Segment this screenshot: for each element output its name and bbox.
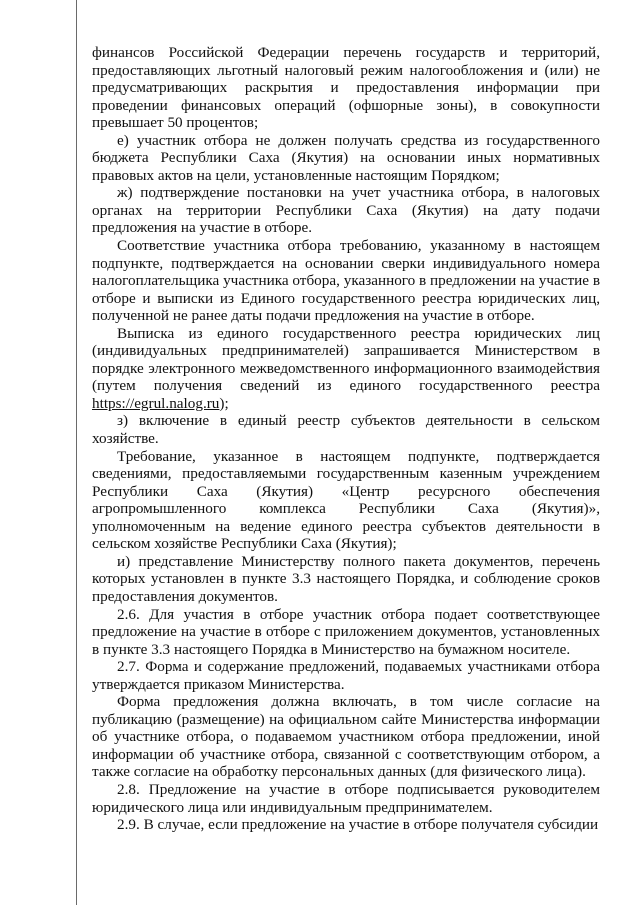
paragraph-clause-2-8: 2.8. Предложение на участие в отборе подписывается руководителем юридического лица или индивидуальным предпринимателем. — [92, 780, 600, 816]
egrul-request-text: Выписка из единого государственного реестра юридических лиц (индивидуальных предпринимателей) запрашивается Министерством в порядке электронного межведомственного информационного взаимодействия (путем получения сведений из единого государственного реестра — [92, 324, 600, 395]
paragraph-item-zh: ж) подтверждение постановки на учет участника отбора, в налоговых органах на территории Республики Саха (Якутия) на дату подачи предложения на участие в отборе. — [92, 184, 600, 237]
paragraph-offshore-continuation: финансов Российской Федерации перечень государств и территорий, предоставляющих льготный налоговый режим налогообложения и (или) не предусматривающих раскрытия и предоставления информации при проведении финансовых операций (офшорные зоны), в совокупности превышает 50 процентов; — [92, 44, 600, 132]
paragraph-item-z: з) включение в единый реестр субъектов деятельности в сельском хозяйстве. — [92, 412, 600, 448]
document-page — [92, 44, 600, 834]
paragraph-item-i: и) представление Министерству полного пакета документов, перечень которых установлен в пункте 3.3 настоящего Порядка, и соблюдение сроков предоставления документов. — [92, 552, 600, 605]
paragraph-z-compliance: Требование, указанное в настоящем подпункте, подтверждается сведениями, предоставляемыми государственным казенным учреждением Республики Саха (Якутия) «Центр ресурсного обеспечения агропромышленного комплекса Республики Саха (Якутия)», уполномоченным на ведение единого реестра субъектов деятельности в сельском хозяйстве Республики Саха (Якутия); — [92, 447, 600, 553]
egrul-request-after: ); — [219, 394, 229, 412]
paragraph-item-e: е) участник отбора не должен получать средства из государственного бюджета Республики Саха (Якутия) на основании иных нормативных правовых актов на цели, установленные настоящим Порядком; — [92, 131, 600, 184]
paragraph-clause-2-6: 2.6. Для участия в отборе участник отбора подает соответствующее предложение на участие в отборе с приложением документов, установленных в пункте 3.3 настоящего Порядка в Министерство на бумажном носителе. — [92, 605, 600, 658]
paragraph-clause-2-9: 2.9. В случае, если предложение на участие в отборе получателя субсидии — [117, 816, 599, 834]
egrul-link[interactable]: https://egrul.nalog.ru — [92, 394, 220, 412]
paragraph-clause-2-7: 2.7. Форма и содержание предложений, подаваемых участниками отбора утверждается приказом Министерства. — [92, 658, 600, 693]
paragraph-zh-compliance: Соответствие участника отбора требованию, указанному в настоящем подпункте, подтверждается на основании сверки индивидуального номера налогоплательщика участника отбора, указанного в предложении на участие в отборе и выписки из Единого государственного реестра юридических лиц, полученной не ранее даты подачи предложения на участие в отборе. — [92, 237, 600, 325]
page-margin-line — [76, 0, 77, 905]
paragraph-egrul-request — [92, 325, 600, 413]
paragraph-form-consent: Форма предложения должна включать, в том числе согласие на публикацию (размещение) на официальном сайте Министерства информации об участнике отбора, о подаваемом участником отбора предложении, иной информации об участнике отбора, связанной с соответствующим отбором, а также согласие на обработку персональных данных (для физического лица). — [92, 693, 600, 781]
